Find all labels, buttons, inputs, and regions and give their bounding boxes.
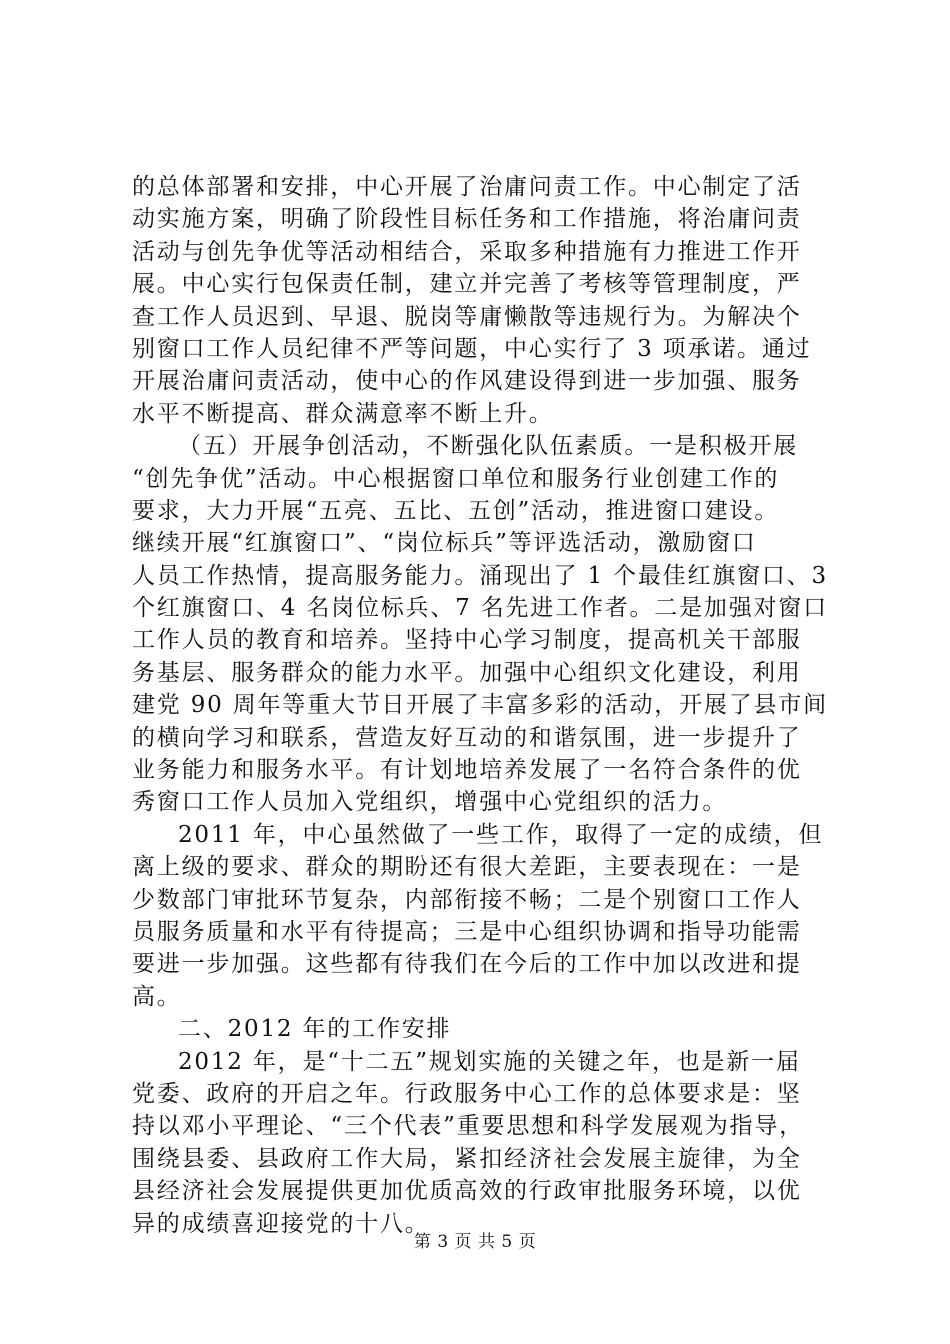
text-line: 员服务质量和水平有待提高；三是中心组织协调和指导功能需: [132, 918, 802, 945]
paragraph-start-line: （五）开展争创活动，不断强化队伍素质。一是积极开展: [178, 433, 798, 460]
body-text: [132, 171, 832, 1240]
text-line: 继续开展“红旗窗口”、“岗位标兵”等评选活动，激励窗口: [132, 530, 757, 557]
text-line: 要求，大力开展“五亮、五比、五创”活动，推进窗口建设。: [132, 497, 780, 524]
text-line: 异的成绩喜迎接党的十八。: [132, 1210, 430, 1237]
text-line: 别窗口工作人员纪律不严等问题，中心实行了 3 项承诺。通过: [132, 335, 812, 362]
text-line: 人员工作热情，提高服务能力。涌现出了 1 个最佳红旗窗口、3: [132, 562, 828, 589]
text-line: 持以邓小平理论、“三个代表”重要思想和科学发展观为指导，: [132, 1113, 804, 1140]
paragraph-start-line: 2012 年，是“十二五”规划实施的关键之年，也是新一届: [178, 1048, 801, 1075]
text-line: 水平不断提高、群众满意率不断上升。: [132, 400, 554, 427]
text-line: 工作人员的教育和培养。坚持中心学习制度，提高机关干部服: [132, 627, 802, 654]
text-line: 业务能力和服务水平。有计划地培养发展了一名符合条件的优: [132, 757, 802, 784]
text-line: 个红旗窗口、4 名岗位标兵、7 名先进工作者。二是加强对窗口: [132, 595, 828, 622]
text-line: 少数部门审批环节复杂，内部衔接不畅；二是个别窗口工作人: [132, 886, 802, 913]
text-line: 展。中心实行包保责任制，建立并完善了考核等管理制度，严: [132, 271, 802, 298]
text-line: 务基层、服务群众的能力水平。加强中心组织文化建设，利用: [132, 659, 802, 686]
text-line: 高。: [132, 983, 182, 1010]
page-footer: 第 3 页 共 5 页: [413, 1232, 537, 1252]
text-line: 动实施方案，明确了阶段性目标任务和工作措施，将治庸问责: [132, 206, 802, 233]
text-line: 围绕县委、县政府工作大局，紧扣经济社会发展主旋律，为全: [132, 1145, 802, 1172]
text-line: 的横向学习和联系，营造友好互动的和谐氛围，进一步提升了: [132, 724, 802, 751]
section-heading: 二、2012 年的工作安排: [178, 1016, 452, 1043]
text-line: 查工作人员迟到、早退、脱岗等庸懒散等违规行为。为解决个: [132, 303, 802, 330]
paragraph-start-line: 2011 年，中心虽然做了一些工作，取得了一定的成绩，但: [178, 821, 824, 848]
text-line: 党委、政府的开启之年。行政服务中心工作的总体要求是：坚: [132, 1080, 802, 1107]
text-line: 秀窗口工作人员加入党组织，增强中心党组织的活力。: [132, 789, 728, 816]
text-line: 开展治庸问责活动，使中心的作风建设得到进一步加强、服务: [132, 368, 802, 395]
text-line: “创先争优”活动。中心根据窗口单位和服务行业创建工作的: [132, 465, 780, 492]
text-line: 的总体部署和安排，中心开展了治庸问责工作。中心制定了活: [132, 174, 802, 200]
text-line: 离上级的要求、群众的期盼还有很大差距，主要表现在：一是: [132, 854, 802, 881]
text-line: 县经济社会发展提供更加优质高效的行政审批服务环境，以优: [132, 1178, 802, 1205]
text-line: 活动与创先争优等活动相结合，采取多种措施有力推进工作开: [132, 238, 802, 265]
text-line: 建党 90 周年等重大节日开展了丰富多彩的活动，开展了县市间: [132, 692, 828, 719]
text-line: 要进一步加强。这些都有待我们在今后的工作中加以改进和提: [132, 951, 802, 978]
